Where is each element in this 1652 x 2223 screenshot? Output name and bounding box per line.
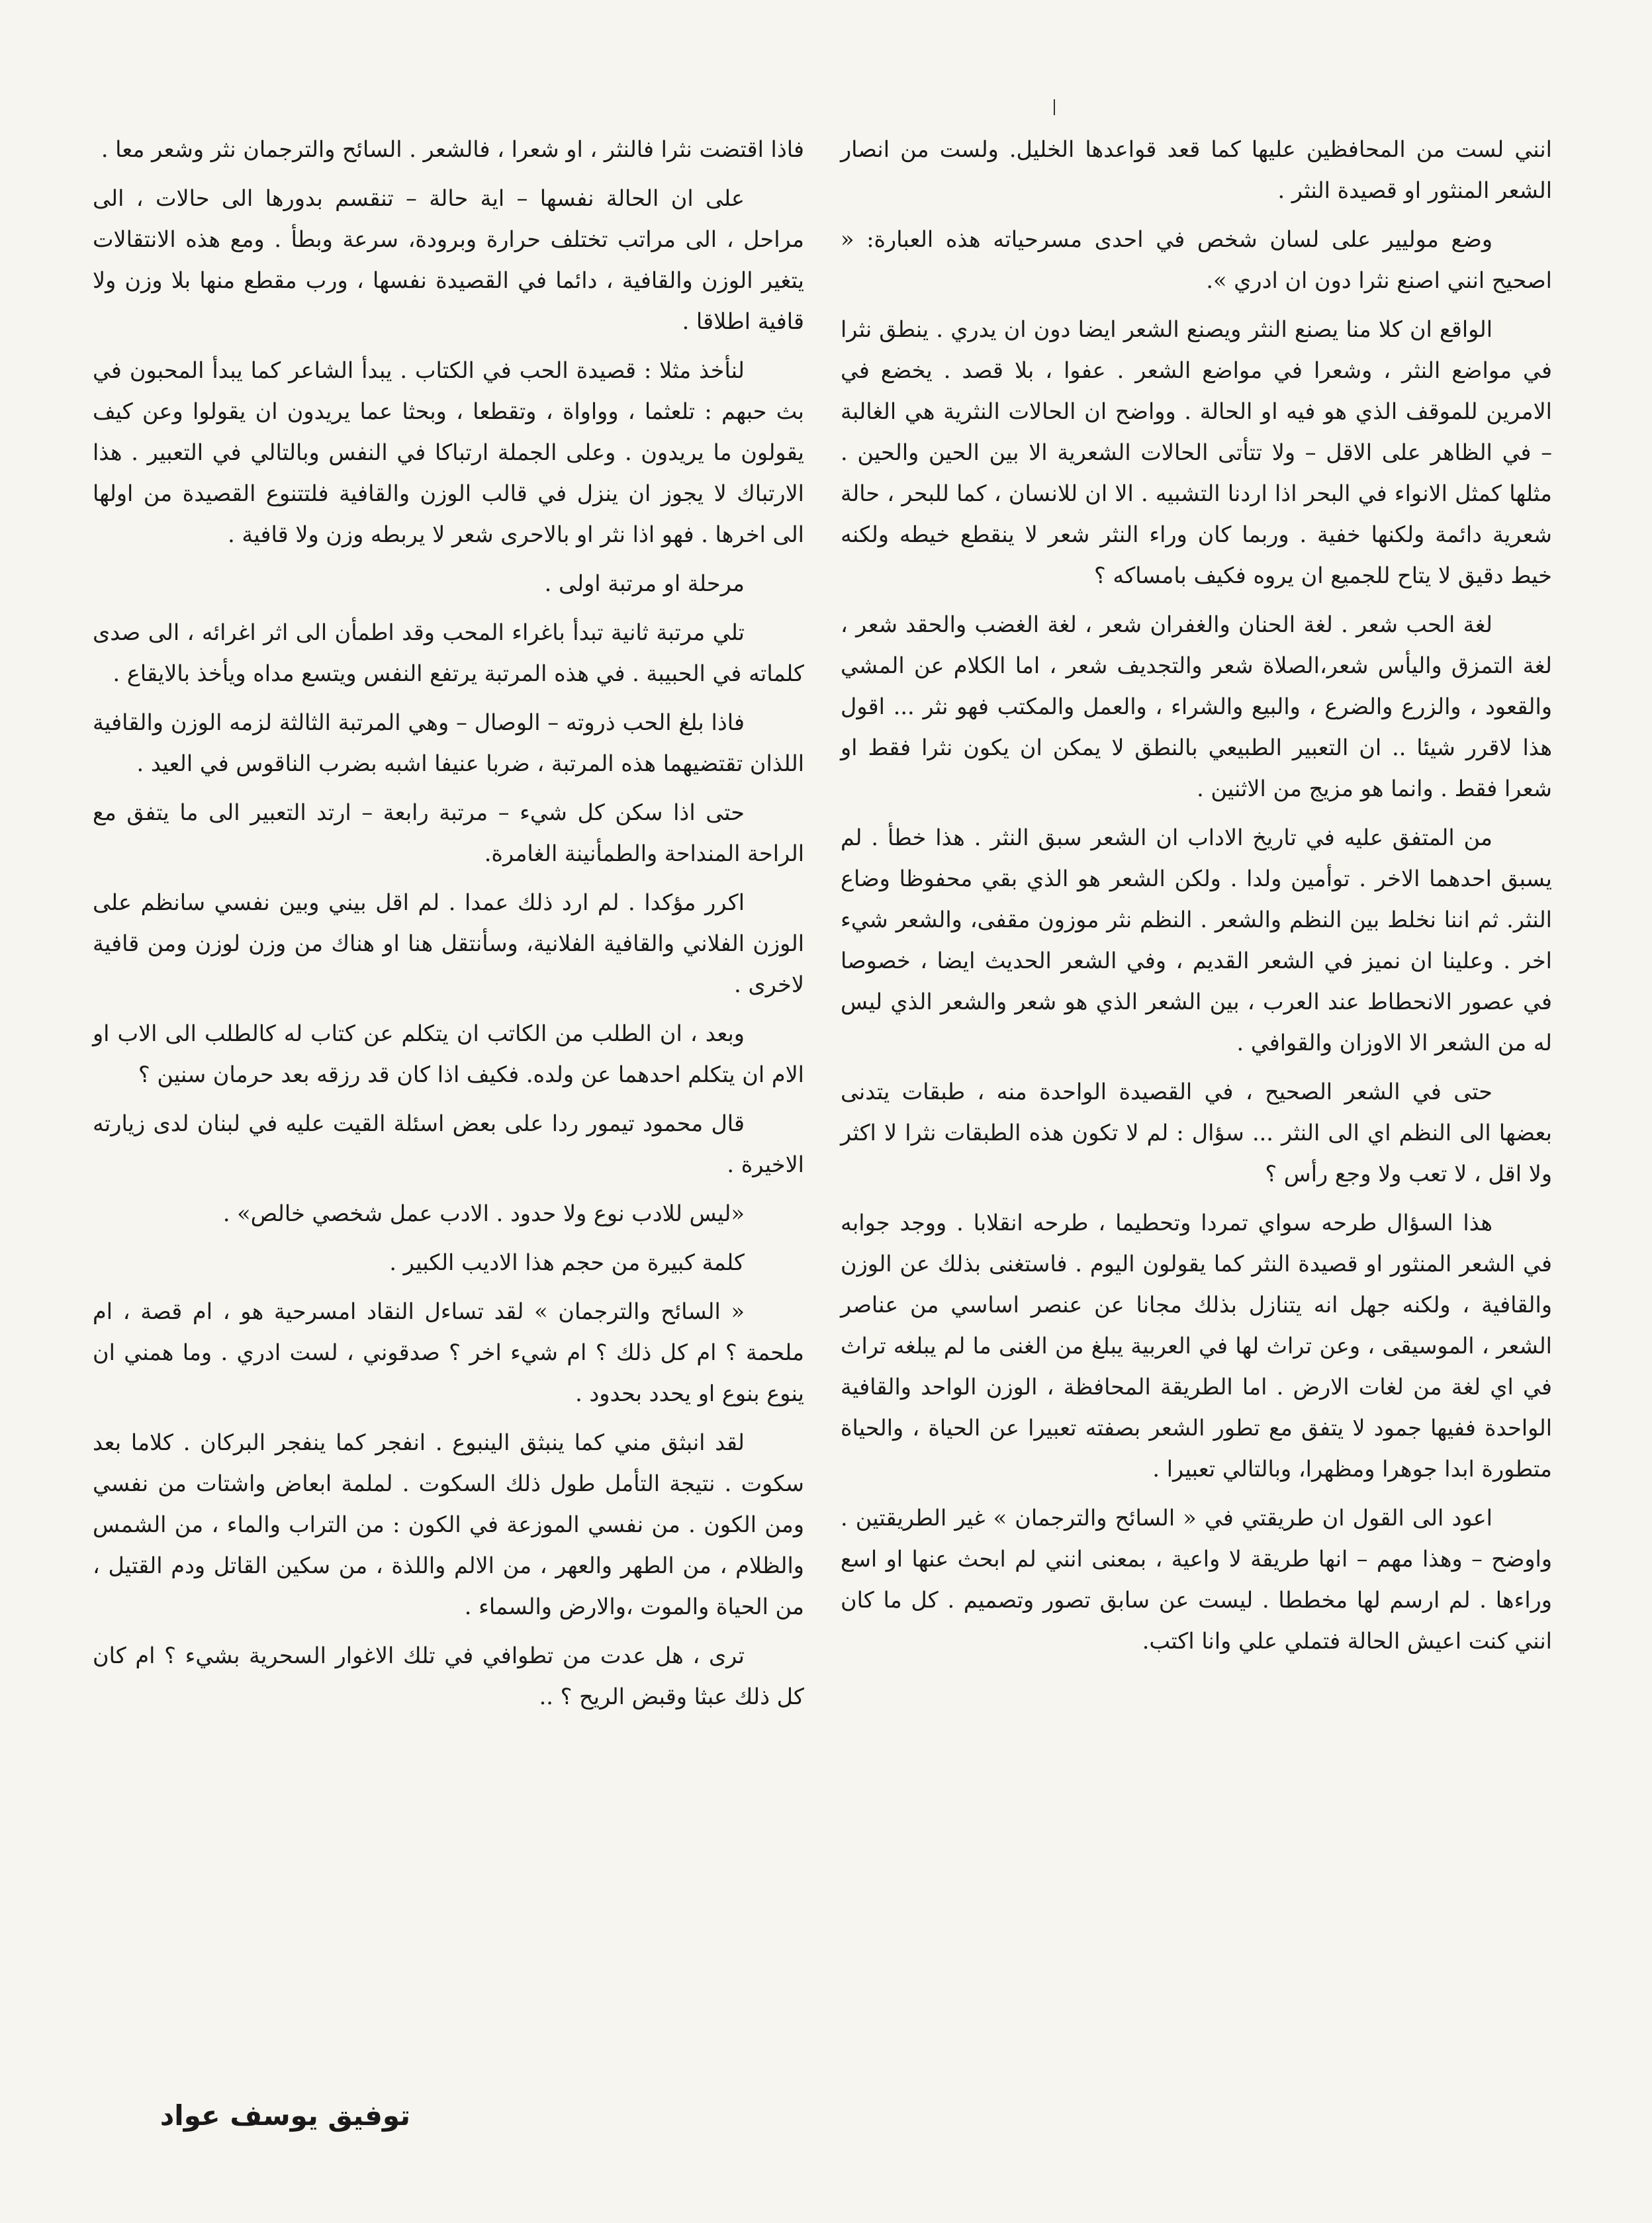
paragraph: لغة الحب شعر . لغة الحنان والغفران شعر ، لغة الغضب والحقد شعر ، لغة التمزق واليأس شعر،الصلاة شعر والتجديف شعر ، اما الكلام عن المشي والقعود ، والزرع والضرع ، والبيع والشراء ، والعمل والمكتب فهو نثر ... اقول هذا لاقرر شيئا .. ان التعبير الطبيعي بالنطق لا يمكن ان يكون نثرا فقط او شعرا فقط . وانما هو مزيج من الاثنين . [841, 612, 1552, 801]
right-column [841, 129, 1552, 1670]
paragraph: من المتفق عليه في تاريخ الاداب ان الشعر سبق النثر . هذا خطأ . لم يسبق احدهما الاخر . توأمين ولدا . ولكن الشعر هو الذي بقي محفوظا وضاع النثر. ثم اننا نخلط بين النظم والشعر . النظم نثر موزون مقفى، والشعر شيء اخر . وعلينا ان نميز في الشعر القديم ، وفي الشعر الحديث ايضا ، خصوصا في عصور الانحطاط عند العرب ، بين الشعر الذي هو شعر والشعر الذي ليس له من الشعر الا الاوزان والقوافي . [841, 825, 1552, 1056]
paragraph: « السائح والترجمان » لقد تساءل النقاد امسرحية هو ، ام قصة ، ام ملحمة ؟ ام كل ذلك ؟ ام شيء اخر ؟ صدقوني ، لست ادري . وما همني ان ينوع بنوع او يحدد بحدود . [93, 1298, 804, 1406]
paragraph: وبعد ، ان الطلب من الكاتب ان يتكلم عن كتاب له كالطلب الى الاب او الام ان يتكلم احدهما عن ولده. فكيف اذا كان قد رزقه بعد حرمان سنين ؟ [93, 1021, 804, 1087]
paragraph: الواقع ان كلا منا يصنع النثر ويصنع الشعر ايضا دون ان يدري . ينطق نثرا في مواضع النثر ، وشعرا في مواضع الشعر . عفوا ، بلا قصد . يخضع في الامرين للموقف الذي هو فيه او الحالة . وواضح ان الحالات النثرية هي الغالبة – في الظاهر على الاقل – ولا تتأتى الحالات الشعرية الا بين الحين والحين . مثلها كمثل الانواء في البحر اذا اردنا التشبيه . الا ان للانسان ، كما للبحر ، حالة شعرية دائمة ولكنها خفية . وربما كان وراء النثر شعر لا ينقطع خيطه ولكنه خيط دقيق لا يتاح للجميع ان يروه فكيف بامساكه ؟ [841, 316, 1552, 588]
paragraph: «ليس للادب نوع ولا حدود . الادب عمل شخصي خالص» . [222, 1201, 745, 1226]
left-column [93, 129, 804, 1725]
paragraph: حتى اذا سكن كل شيء – مرتبة رابعة – ارتد التعبير الى ما يتفق مع الراحة المنداحة والطمأنينة الغامرة. [93, 799, 804, 866]
paragraph: وضع موليير على لسان شخص في احدى مسرحياته هذه العبارة: « اصحيح انني اصنع نثرا دون ان ادري ». [841, 226, 1552, 293]
paragraph: قال محمود تيمور ردا على بعض اسئلة القيت عليه في لبنان لدى زيارته الاخيرة . [93, 1111, 804, 1177]
paragraph: فاذا اقتضت نثرا فالنثر ، او شعرا ، فالشعر . السائح والترجمان نثر وشعر معا . [101, 136, 804, 162]
paragraph: كلمة كبيرة من حجم هذا الاديب الكبير . [389, 1249, 745, 1275]
paragraph: مرحلة او مرتبة اولى . [544, 570, 745, 596]
paragraph: على ان الحالة نفسها – اية حالة – تنقسم بدورها الى حالات ، الى مراحل ، الى مراتب تختلف حرارة وبرودة، سرعة وبطأ . ومع هذه الانتقالات يتغير الوزن والقافية ، دائما في القصيدة نفسها ، ورب مقطع منها بلا وزن ولا قافية اطلاقا . [93, 185, 804, 334]
paragraph: حتى في الشعر الصحيح ، في القصيدة الواحدة منه ، طبقات يتدنى بعضها الى النظم اي الى النثر ... سؤال : لم لا تكون هذه الطبقات نثرا لا اكثر ولا اقل ، لا تعب ولا وجع رأس ؟ [841, 1079, 1552, 1187]
paragraph: فاذا بلغ الحب ذروته – الوصال – وهي المرتبة الثالثة لزمه الوزن والقافية اللذان تقتضيهما هذه المرتبة ، ضربا عنيفا اشبه بضرب الناقوس في العيد . [93, 709, 804, 776]
paragraph: لقد انبثق مني كما ينبثق الينبوع . انفجر كما ينفجر البركان . كلاما بعد سكوت . نتيجة التأمل طول ذلك السكوت . لملمة ابعاض واشتات من نفسي ومن الكون . من نفسي الموزعة في الكون : من التراب والماء ، من الشمس والظلام ، من الطهر والعهر ، من الالم واللذة ، من سكين القاتل ودم القتيل ، من الحياة والموت ،والارض والسماء . [93, 1429, 804, 1619]
paragraph: اكرر مؤكدا . لم ارد ذلك عمدا . لم اقل بيني وبين نفسي سانظم على الوزن الفلاني والقافية الفلانية، وسأنتقل هنا او هناك من وزن لوزن ومن قافية لاخرى . [93, 889, 804, 997]
paragraph: هذا السؤال طرحه سواي تمردا وتحطيما ، طرحه انقلابا . ووجد جوابه في الشعر المنثور او قصيدة النثر كما يقولون اليوم . فاستغنى بذلك عن الوزن والقافية ، ولكنه جهل انه يتنازل بذلك مجانا عن عنصر اساسي من عناصر الشعر ، الموسيقى ، وعن تراث لها في العربية يبلغ من الغنى ما لم يبلغه تراث في اي لغة من لغات الارض . اما الطريقة المحافظة ، الوزن الواحد والقافية الواحدة ففيها جمود لا يتفق مع تطور الشعر بصفته تعبيرا عن الحياة ، والحياة متطورة ابدا جوهرا ومظهرا، وبالتالي تعبيرا . [841, 1210, 1552, 1482]
paragraph: ترى ، هل عدت من تطوافي في تلك الاغوار السحرية بشيء ؟ ام كان كل ذلك عبثا وقبض الريح ؟ .. [93, 1643, 804, 1709]
paragraph: اعود الى القول ان طريقتي في « السائح والترجمان » غير الطريقتين . واوضح – وهذا مهم – انها طريقة لا واعية ، بمعنى انني لم ابحث عنها او اسع وراءها . لم ارسم لها مخططا . ليست عن سابق تصور وتصميم . كل ما كان انني كنت اعيش الحالة فتملي علي وانا اكتب. [841, 1505, 1552, 1654]
paragraph: تلي مرتبة ثانية تبدأ باغراء المحب وقد اطمأن الى اثر اغرائه ، الى صدى كلماته في الحبيبة . في هذه المرتبة يرتفع النفس ويتسع مداه ويأخذ بالايقاع . [93, 619, 804, 686]
paragraph: لنأخذ مثلا : قصيدة الحب في الكتاب . يبدأ الشاعر كما يبدأ المحبون في بث حبهم : تلعثما ، وواواة ، وتقطعا ، وبحثا عما يريدون ان يقولوا وعن كيف يقولون ما يريدون . وعلى الجملة ارتباكا في النفس وبالتالي في التعبير . هذا الارتباك لا يجوز ان ينزل في قالب الوزن والقافية فلتتنوع القصيدة من اولها الى اخرها . فهو اذا نثر او بالاحرى شعر لا يربطه وزن ولا قافية . [93, 357, 804, 547]
paragraph: انني لست من المحافظين عليها كما قعد قواعدها الخليل. ولست من انصار الشعر المنثور او قصيدة النثر . [841, 136, 1552, 203]
author-signature: توفيق يوسف عواد [160, 2099, 410, 2132]
scan-mark [1054, 99, 1055, 115]
